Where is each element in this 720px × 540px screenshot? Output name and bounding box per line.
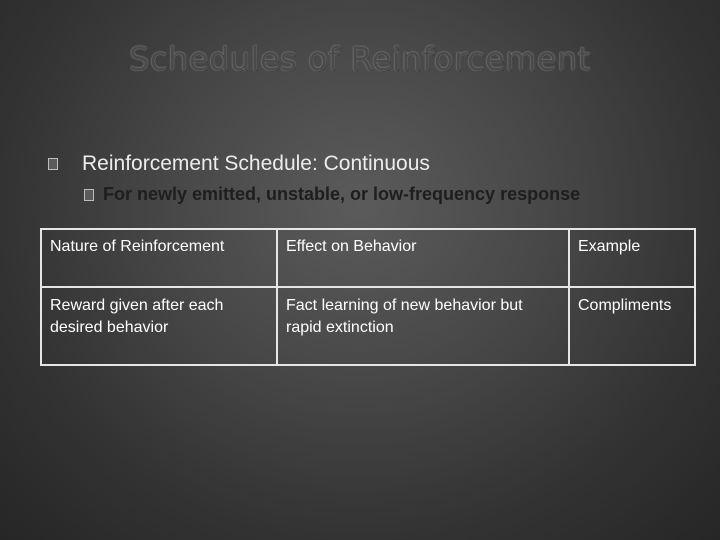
table-cell: Reward given after each desired behavior [41,287,277,365]
table-cell: Fact learning of new behavior but rapid extinction [277,287,569,365]
table-header-row [41,229,695,287]
reinforcement-table [40,228,696,366]
bullet-level2 [84,184,580,205]
table-cell: Compliments [569,287,695,365]
bullet-box-icon [48,158,58,170]
slide-title: Schedules of Reinforcement [129,40,591,78]
table-header-cell: Nature of Reinforcement [41,229,277,287]
bullet-box-icon [84,189,94,201]
table-row [41,287,695,365]
table-header-cell: Example [569,229,695,287]
bullet-level2-text: For newly emitted, unstable, or low-frequency response [103,184,581,204]
bullet-level1-text: Reinforcement Schedule: Continuous [82,152,430,175]
bullet-level1 [48,152,430,176]
table-header-cell: Effect on Behavior [277,229,569,287]
